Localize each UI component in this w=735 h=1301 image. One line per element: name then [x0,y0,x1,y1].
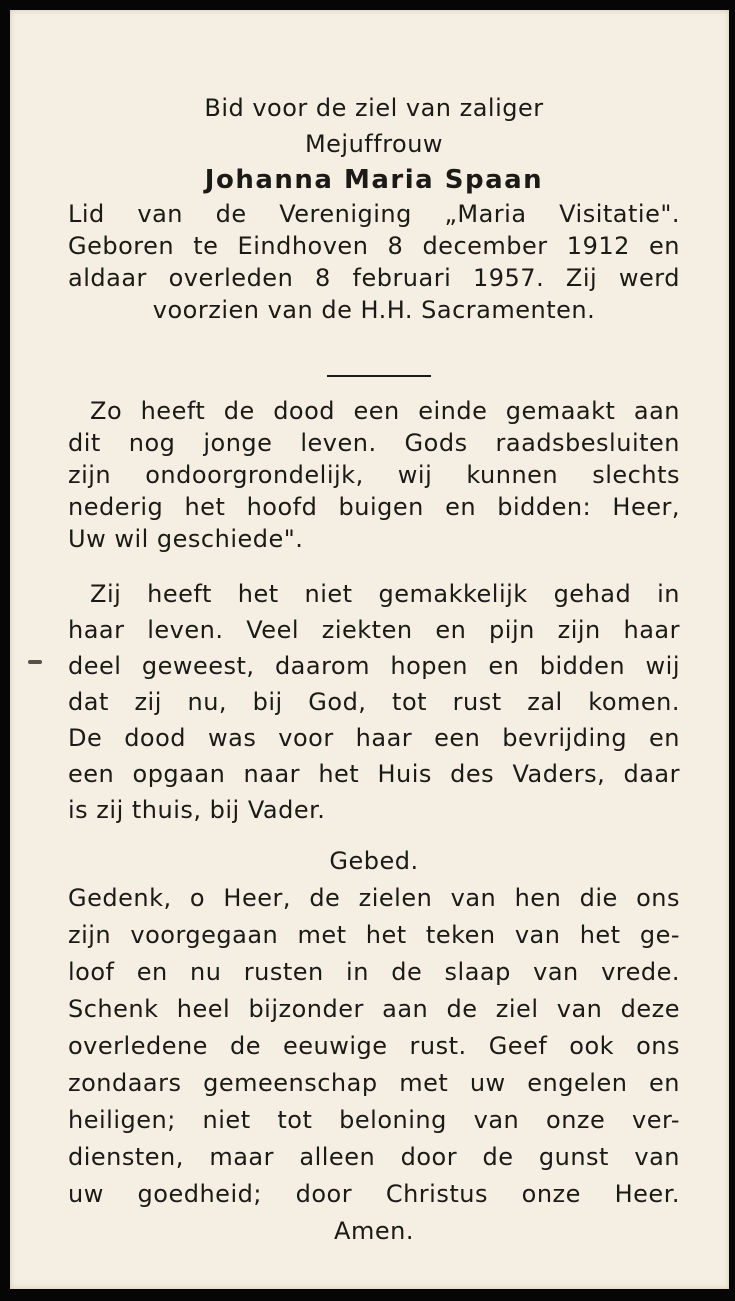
paragraph-1-line: zijn ondoorgrondelijk, wij kunnen slechts [68,461,680,489]
prayer-line: overledene de eeuwige rust. Geef ook ons [68,1032,680,1060]
paragraph-2 [68,578,680,826]
prayer-title: Gebed. [329,847,419,875]
paragraph-2-line: haar leven. Veel ziekten en pijn zijn haar [68,616,680,644]
paragraph-2-line: een opgaan naar het Huis des Vaders, daar [68,760,680,788]
paragraph-1-line: nederig het hoofd buigen en bidden: Heer, [68,493,680,521]
paragraph-1-line: Zo heeft de dood een einde gemaakt aan [90,397,680,425]
header-block [68,92,680,326]
deceased-name: Johanna Maria Spaan [204,165,544,195]
prayer-line: zondaars gemeenschap met uw engelen en [68,1069,680,1097]
header-line-1: Bid voor de ziel van zaliger [204,94,544,122]
paragraph-1 [68,395,680,555]
paragraph-2-line: deel geweest, daarom hopen en bidden wij [68,652,680,680]
header-death: aldaar overleden 8 februari 1957. Zij werd [68,264,680,292]
prayer-line: Schenk heel bijzonder aan de ziel van deze [68,995,680,1023]
header-title: Mejuffrouw [304,130,444,158]
header-birth: Geboren te Eindhoven 8 december 1912 en [68,232,680,260]
ink-mark [28,660,42,664]
header-sacraments: voorzien van de H.H. Sacramenten. [152,296,596,324]
prayer-line: loof en nu rusten in de slaap van vrede. [68,958,680,986]
paragraph-2-line: dat zij nu, bij God, tot rust zal komen. [68,688,680,716]
prayer-line: heiligen; niet tot beloning van onze ver- [68,1106,680,1134]
header-association: Lid van de Vereniging „Maria Visitatie". [68,200,680,228]
prayer-amen: Amen. [334,1217,414,1245]
paragraph-1-line: dit nog jonge leven. Gods raadsbesluiten [68,429,680,457]
prayer-line: zijn voorgegaan met het teken van het ge- [68,921,680,949]
paragraph-2-line: Zij heeft het niet gemakkelijk gehad in [90,580,680,608]
divider-line [327,375,431,377]
paragraph-2-line: is zij thuis, bij Vader. [68,796,326,824]
prayer-line: Gedenk, o Heer, de zielen van hen die ons [68,884,680,912]
prayer-block [68,845,680,1247]
paragraph-2-line: De dood was voor haar een bevrijding en [68,724,680,752]
paragraph-1-line: Uw wil geschiede". [68,525,304,553]
prayer-line: uw goedheid; door Christus onze Heer. [68,1180,680,1208]
prayer-line: diensten, maar alleen door de gunst van [68,1143,680,1171]
